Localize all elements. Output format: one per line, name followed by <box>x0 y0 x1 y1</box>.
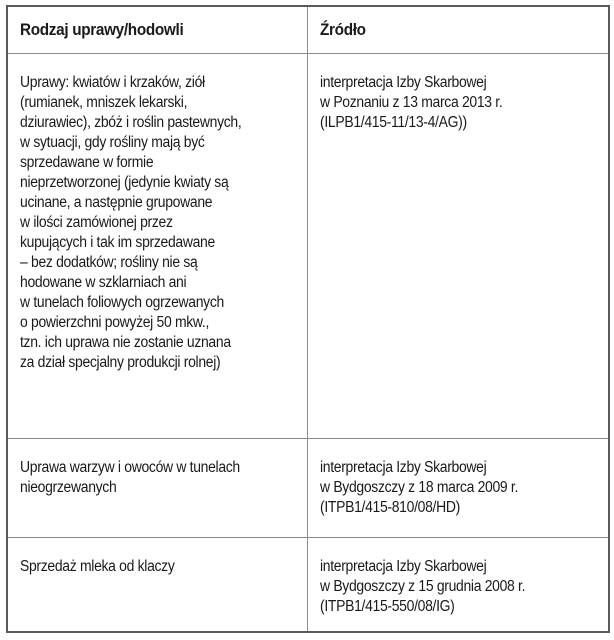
row-type-line: ucinane, a następnie grupowane <box>20 194 213 211</box>
row-type-line: dziurawiec), zbóż i roślin pastewnych, <box>20 114 242 131</box>
row-source-cell <box>320 557 608 631</box>
crop-source-table <box>6 5 610 633</box>
row-type-line: o powierzchni powyżej 50 mkw., <box>20 314 210 331</box>
row-source-line: interpretacja Izby Skarbowej <box>320 558 487 575</box>
row-type-line: w tunelach foliowych ogrzewanych <box>20 294 224 311</box>
row-type-line: w sytuacji, gdy rośliny mają być <box>20 134 205 151</box>
row-type-line: kupujących i tak im sprzedawane <box>20 234 215 251</box>
row-type-line: Uprawa warzyw i owoców w tunelach <box>20 459 240 476</box>
header-source: Źródło <box>320 20 366 39</box>
row-source-line: (ILPB1/415-11/13-4/AG)) <box>320 114 467 131</box>
row-type-line: Sprzedaż mleka od klaczy <box>20 558 175 575</box>
row-type-line: Uprawy: kwiatów i krzaków, ziół <box>20 74 205 91</box>
row-source-line: w Poznaniu z 13 marca 2013 r. <box>320 94 503 111</box>
row-type-line: tzn. ich uprawa nie zostanie uznana <box>20 334 231 351</box>
row-source-line: (ITPB1/415-810/08/HD) <box>320 499 460 516</box>
table-row <box>8 538 608 631</box>
row-type-cell <box>20 73 299 438</box>
table-row <box>8 54 608 439</box>
row-type-line: sprzedawane w formie <box>20 154 154 171</box>
row-source-line: interpretacja Izby Skarbowej <box>320 459 487 476</box>
row-source-line: interpretacja Izby Skarbowej <box>320 74 487 91</box>
row-source-cell <box>320 458 608 537</box>
row-type-cell <box>20 557 299 631</box>
row-source-line: w Bydgoszczy z 18 marca 2009 r. <box>320 479 519 496</box>
row-type-line: hodowane w szklarniach ani <box>20 274 187 291</box>
row-source-line: (ITPB1/415-550/08/IG) <box>320 598 455 615</box>
row-type-line: w ilości zamówionej przez <box>20 214 173 231</box>
row-type-line: za dział specjalny produkcji rolnej) <box>20 354 221 371</box>
row-type-line: nieprzetworzonej (jedynie kwiaty są <box>20 174 229 191</box>
table-row <box>8 439 608 538</box>
table-header-row <box>8 7 608 54</box>
row-type-line: (rumianek, mniszek lekarski, <box>20 94 188 111</box>
row-type-line: – bez dodatków; rośliny nie są <box>20 254 198 271</box>
row-source-cell <box>320 73 608 438</box>
header-type: Rodzaj uprawy/hodowli <box>20 20 184 39</box>
row-type-line: nieogrzewanych <box>20 479 117 496</box>
row-source-line: w Bydgoszczy z 15 grudnia 2008 r. <box>320 578 526 595</box>
row-type-cell <box>20 458 299 537</box>
